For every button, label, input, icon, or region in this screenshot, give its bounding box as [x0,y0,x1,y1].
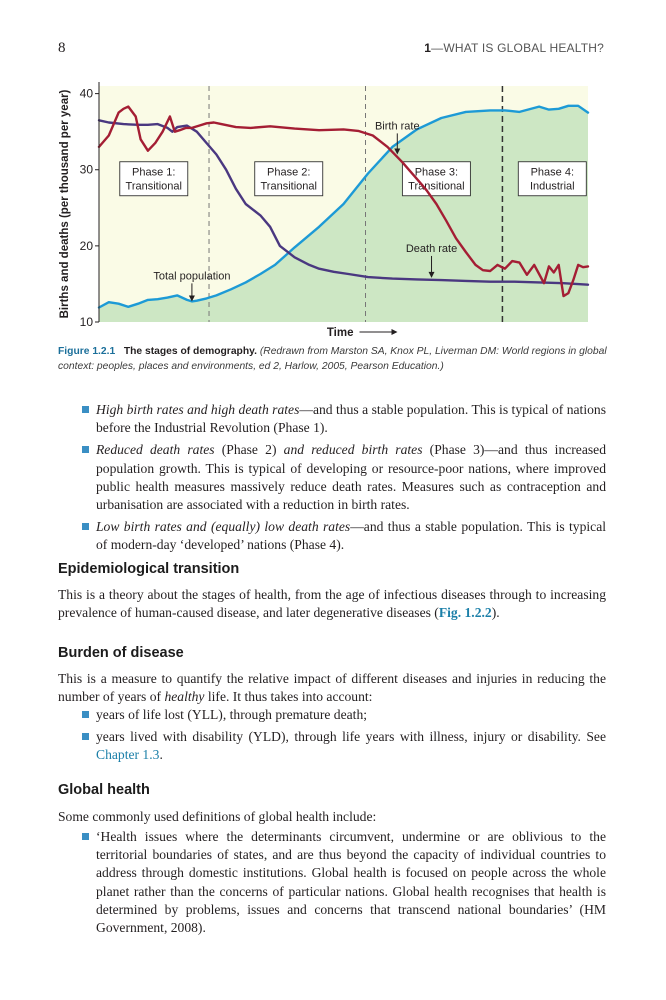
heading-global-health: Global health [58,782,150,798]
y-tick-label: 40 [79,86,93,101]
phase-label: Transitional [260,180,317,193]
list-item-text: (Phase 3)—and thus increased population growth. This is typical of developing or resource-poor nations, where improved public health measures massively reduce death rates. Measures such as contraception and urbanisation are associated with a reduction in birth rates. [96,442,606,513]
figure-title: The stages of demography. [123,346,257,357]
phase-label: Phase 2: [267,166,311,179]
death-rate-label: Death rate [405,242,458,255]
list-item [82,401,606,437]
paragraph-emphasis: healthy [164,689,205,705]
heading-epidemiological-transition: Epidemiological transition [58,561,240,577]
birth-rate-label: Birth rate [374,120,420,133]
list-item-emphasis: and reduced birth rates [283,442,423,458]
phase-label: Transitional [408,180,465,193]
global-health-bullet-list [82,828,606,941]
burden-bullet-list [82,706,606,769]
paragraph-burden-of-disease [58,670,606,706]
running-head [424,41,604,55]
square-bullet-icon [82,733,89,740]
list-item-text: years lived with disability (YLD), through life years with illness, injury or disability. See [96,729,606,745]
list-item-emphasis: High birth rates and high death rates [96,402,300,417]
list-item-emphasis: Low birth rates and (equally) low death rates [96,519,351,535]
x-axis-arrow-head [392,329,398,335]
list-item-text: —and thus a stable population. This is typical of modern-day ‘developed’ nations (Phase 4). [96,519,607,553]
list-item-text: years of life lost (YLL), through premature death; [96,707,368,722]
demography-chart [52,76,604,340]
demography-figure [52,76,604,340]
square-bullet-icon [82,711,89,718]
list-item-text: —and thus a stable population. This is typical of nations before the Industrial Revolution (Phase 1). [96,402,606,436]
x-axis-label: Time [326,327,354,339]
list-item [82,518,606,554]
figure-label: Figure 1.2.1 [58,346,116,357]
square-bullet-icon [82,406,89,413]
demography-bullet-list [82,401,606,559]
phase-label: Phase 3: [414,166,459,179]
y-tick-label: 10 [79,315,93,329]
chapter-number: 1 [424,41,432,55]
paragraph-text: This is a measure to quantify the relative impact of different diseases and injuries in reducing the number of years of [58,671,606,705]
figure-credit: (Redrawn from Marston SA, Knox PL, Liverman DM: World regions in global context: peoples, places and environments, ed 2, Harlow, 2005, Pearson Education.) [58,346,607,372]
list-item [82,728,606,764]
y-axis-label: Births and deaths (per thousand per year) [59,89,71,319]
list-item-text: . [159,747,163,763]
phase-label: Transitional [125,180,182,193]
y-tick-label: 20 [79,238,93,253]
y-tick-label: 30 [79,162,93,177]
paragraph-epidemiological-transition [58,586,606,622]
paragraph-text: life. It thus takes into account: [204,689,373,705]
page-number: 8 [58,40,66,56]
square-bullet-icon [82,833,89,840]
list-item-emphasis: Reduced death rates [96,442,215,458]
list-item-text: ‘Health issues where the determinants circumvent, undermine or are oblivious to the territorial boundaries of states, and are thus beyond the capacity of individual countries to address through domestic institutions. Global health is focused on people across the whole planet rather than the concerns of particular nations. Global health recognises that health is determined by problems, issues and concerns that transcend national boundaries’ (HM Government, 2008). [96,829,606,936]
chapter-title: —WHAT IS GLOBAL HEALTH? [431,41,604,55]
list-item-text: (Phase 2) [214,442,284,458]
figure-link[interactable]: Fig. 1.2.2 [438,605,492,621]
total-population-label: Total population [153,270,231,283]
phase-label: Industrial [529,180,575,193]
square-bullet-icon [82,523,89,530]
phase-label: Phase 1: [132,166,176,179]
paragraph-global-health-intro: Some commonly used definitions of global health include: [58,809,377,824]
list-item [82,828,606,937]
paragraph-text: This is a theory about the stages of health, from the age of infectious diseases through to increasing prevalence of human-caused disease, and later degenerative diseases ( [58,587,606,621]
square-bullet-icon [82,446,89,453]
chapter-link[interactable]: Chapter 1.3 [96,747,160,763]
phase-label: Phase 4: [530,166,575,179]
heading-burden-of-disease: Burden of disease [58,645,184,661]
figure-caption [58,344,608,374]
paragraph-text: ). [491,605,500,621]
list-item [82,706,606,724]
list-item [82,441,606,514]
